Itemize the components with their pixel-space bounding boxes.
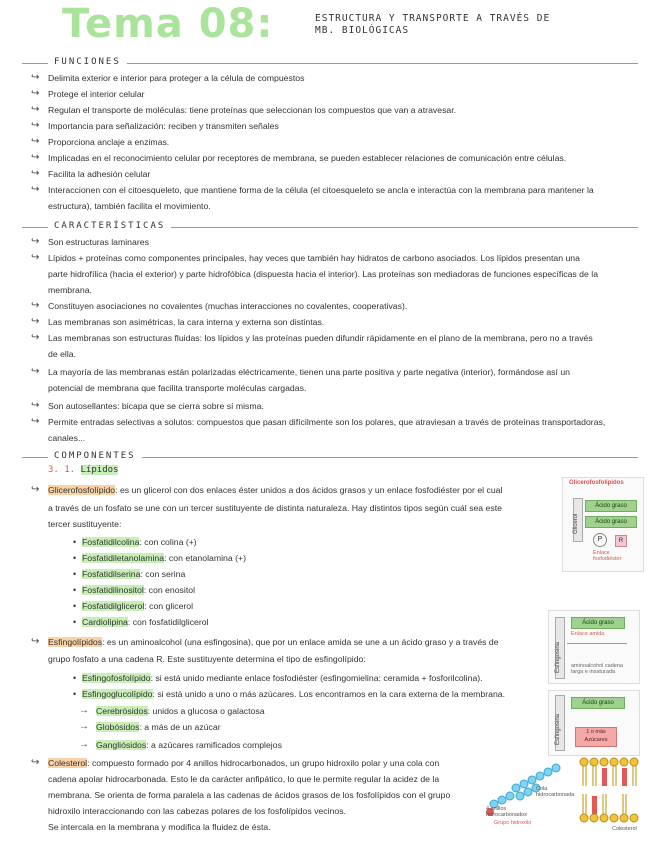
list-item: ↪ Son estructuras laminares [48,234,149,250]
list-item: ↪ Lípidos + proteínas como componentes principales, hay veces que también hay hidratos de carbono asociados. Los lípidos presentan una [48,250,580,266]
azucares-block: 1 o más Azúcares [575,727,617,747]
arrow-icon: → [79,739,89,750]
arrow-icon: ↪ [31,332,40,343]
gluco-type: → Gangliósidos: a azúcares ramificados complejos [96,737,282,753]
page-title: Tema 08: [62,1,274,47]
glicero-type: • Fosfatidilglicerol: con glicerol [82,598,193,614]
list-item-continuation: a través de un fosfato se une con un tercer sustituyente de distinta naturaleza. Hay distintos tipos según cuál sea este [48,503,502,513]
list-item: ↪ Interaccionen con el citoesqueleto, que mantiene forma de la célula (el citoesqueleto se ancla e interactúa con la membrana para mantener la [48,182,594,198]
glicero-type: • Fosfatidilinositol: con enositol [82,582,195,598]
arrow-icon: ↪ [31,184,40,195]
gluco-type: → Globósidos: a más de un azúcar [96,719,221,735]
arrow-icon: ↪ [31,300,40,311]
gluco-type: → Cerebrósidos: unidos a glucosa o galactosa [96,703,265,719]
arrow-icon: ↪ [31,416,40,427]
section-componentes: COMPONENTES [22,450,638,462]
colesterol-def: ↪ Colesterol: compuesto formado por 4 anillos hidrocarbonados, un grupo hidroxilo polar y una cola con [48,755,439,771]
list-item-continuation: hidroxilo interaccionando con las cabezas polares de los fosfolípidos vecinos. [48,806,346,816]
colesterol-molecule-figure: Cola hidrocarbonada 4 anillos hidrocarbonados Grupo hidroxilo [484,758,568,830]
arrow-icon: ↪ [31,316,40,327]
arrow-icon: ↪ [31,152,40,163]
glicero-type: • Fosfatidilserina: con serina [82,566,185,582]
membrane-bilayer-icon [578,756,642,826]
bullet-icon: • [73,617,77,627]
list-item-continuation: membrana. [48,285,92,295]
bullet-icon: • [73,585,77,595]
list-item-continuation: grupo fosfato a una cadena R. Este sustituyente determina el tipo de esfingolípido: [48,654,366,664]
arrow-icon: ↪ [31,366,40,377]
list-item: ↪ Delimita exterior e interior para proteger a la célula de compuestos [48,70,304,86]
arrow-icon: ↪ [31,636,40,647]
arrow-icon: ↪ [31,168,40,179]
page-subtitle: ESTRUCTURA Y TRANSPORTE A TRAVÉS DE MB. BIOLÓGICAS [315,13,551,36]
glicero-type: • Fosfatidilcolina: con colina (+) [82,534,197,550]
list-item-continuation: Se intercala en la membrana y modifica la fluidez de ésta. [48,822,271,832]
list-item: ↪ La mayoría de las membranas están polarizadas eléctricamente, tienen una parte positiva y parte negativa (interior), formándose así un [48,364,570,380]
arrow-icon: ↪ [31,236,40,247]
list-item-continuation: tercer sustituyente: [48,519,122,529]
r-group: R [615,535,627,547]
phosphate-circle: P [593,533,607,547]
bullet-icon: • [73,569,77,579]
arrow-icon: ↪ [31,757,40,768]
list-item: ↪ Proporciona anclaje a enzimas. [48,134,169,150]
esfingolipido-figure: Esfingosina Ácido graso Enlace amida aminoalcohol cadena larga e insaturada [548,610,640,684]
chain-line [567,643,627,644]
glicero-type: • Fosfatidiletanolamina: con etanolamina (+) [82,550,246,566]
list-item-continuation: cadena apolar hidrocarbonada. Esto le da carácter anfipático, lo que le permite regular la acidez de la [48,774,440,784]
list-item: ↪ Permite entradas selectivas a solutos: compuestos que pasan difícilmente son los polares, que atraviesan a través de proteínas transportadoras, [48,414,605,430]
list-item-continuation: potencial de membrana que facilita transporte moléculas cargadas. [48,383,307,393]
arrow-icon: ↪ [31,88,40,99]
list-item: ↪ Regulan el transporte de moléculas: tiene proteínas que seleccionan los compuestos que van a atravesar. [48,102,456,118]
bullet-icon: • [73,673,77,683]
list-item: ↪ Las membranas son asimétricas, la cara interna y externa son distintas. [48,314,324,330]
list-item: ↪ Facilita la adhesión celular [48,166,150,182]
list-item: ↪ Protege el interior celular [48,86,145,102]
list-item: ↪ Constituyen asociaciones no covalentes (muchas interacciones no covalentes, cooperativas). [48,298,407,314]
subsection-lipidos: 3. 1. Lípidos [48,465,119,475]
esfingo-type: • Esfingofosfolípido: si está unido mediante enlace fosfodiéster (esfingomielina: ceramida + fosforilcolina). [82,670,483,686]
list-item-continuation: de ella. [48,349,77,359]
arrow-icon: → [79,705,89,716]
section-funciones: FUNCIONES [22,56,638,68]
arrow-icon: ↪ [31,72,40,83]
arrow-icon: ↪ [31,136,40,147]
glicerofosfolipidos-figure: Glicerofosfolípidos Glicerol Ácido graso Ácido graso P R Enlace fosfodiéster [562,477,644,572]
list-item: ↪ Implicadas en el reconocimiento celular por receptores de membrana, se pueden establecer relaciones de comunicación entre células. [48,150,566,166]
list-item-continuation: parte hidrofílica (hacia el exterior) y parte hidrofóbica (dispuesta hacia el interior). Las proteínas son mediadoras de funciones específicas de la [48,269,599,279]
glicerofosfolipido-def: ↪ Glicerofosfolípido: es un glicerol con dos enlaces éster unidos a dos ácidos grasos y un enlace fosfodiéster por el cual [48,482,502,498]
list-item-continuation: estructura), también facilita el movimiento. [48,201,211,211]
bullet-icon: • [73,553,77,563]
arrow-icon: ↪ [31,120,40,131]
esfingolipidos-def: ↪ Esfingolípidos: es un aminoalcohol (una esfingosina), que por un enlace amida se une a un ácido graso y a través de [48,634,499,650]
list-item-continuation: membrana. Se orienta de forma paralela a las cadenas de ácidos grasos de los fosfolípidos con el grupo [48,790,451,800]
list-item: ↪ Importancia para señalización: reciben y transmiten señales [48,118,279,134]
arrow-icon: ↪ [31,252,40,263]
arrow-icon: ↪ [31,104,40,115]
esfingoglucolipido-figure: Esfingosina Ácido graso 1 o más Azúcares [548,690,640,756]
bullet-icon: • [73,689,77,699]
list-item-continuation: canales... [48,433,86,443]
list-item: ↪ Son autosellantes: bicapa que se cierra sobre sí misma. [48,398,264,414]
glicero-type: • Cardiolipina: con fosfatidilglicerol [82,614,209,630]
list-item: ↪ Las membranas son estructuras fluidas: los lípidos y las proteínas pueden difundir rápidamente en el plano de la membrana, pero no a través [48,330,593,346]
membrana-colesterol-figure: Colesterol [578,756,642,834]
section-caracteristicas: CARACTERÍSTICAS [22,220,638,232]
esfingo-type: • Esfingoglucolípido: si está unido a uno o más azúcares. Los encontramos en la cara externa de la membrana. [82,686,505,702]
arrow-icon: → [79,721,89,732]
arrow-icon: ↪ [31,400,40,411]
arrow-icon: ↪ [31,484,40,495]
bullet-icon: • [73,601,77,611]
bullet-icon: • [73,537,77,547]
